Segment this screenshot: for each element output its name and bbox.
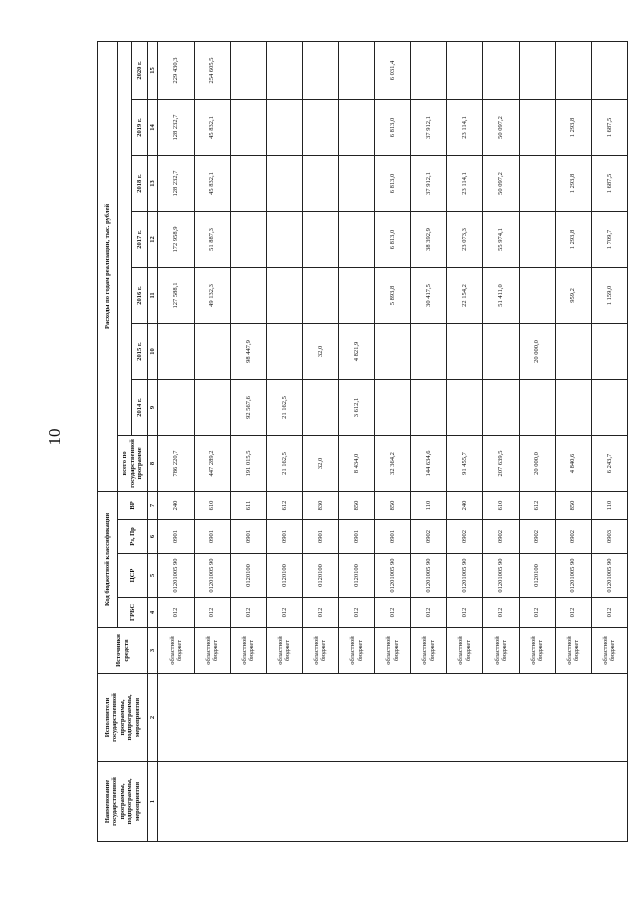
year-2015-cell bbox=[194, 323, 230, 379]
rzpr-cell: 0902 bbox=[519, 520, 555, 554]
year-2016-cell: 127 588,1 bbox=[158, 267, 194, 323]
year-2018-cell bbox=[230, 155, 266, 211]
csr-cell: 01201005 90 bbox=[194, 554, 230, 598]
source-cell: областной бюджет bbox=[194, 628, 230, 674]
csr-cell: 01201005 90 bbox=[447, 554, 483, 598]
total-cell: 32,0 bbox=[302, 435, 338, 491]
year-2015-cell bbox=[266, 323, 302, 379]
year-2014-cell bbox=[158, 379, 194, 435]
year-2017-cell: 1 709,7 bbox=[591, 211, 627, 267]
year-2020-cell bbox=[411, 41, 447, 99]
grbs-cell: 012 bbox=[158, 598, 194, 628]
total-cell: 786 220,7 bbox=[158, 435, 194, 491]
vr-cell: 610 bbox=[483, 491, 519, 519]
column-number: 4 bbox=[148, 598, 158, 628]
column-number: 11 bbox=[148, 267, 158, 323]
year-2018-cell: 37 912,1 bbox=[411, 155, 447, 211]
header-total: всего по государственной программе bbox=[118, 435, 148, 491]
csr-cell: 0120100 bbox=[339, 554, 375, 598]
year-2020-cell bbox=[266, 41, 302, 99]
column-number: 2 bbox=[148, 674, 158, 762]
year-2020-cell: 229 430,3 bbox=[158, 41, 194, 99]
header-grbs: ГРБС bbox=[118, 598, 148, 628]
year-2019-cell: 1 687,5 bbox=[591, 99, 627, 155]
year-2018-cell: 128 232,7 bbox=[158, 155, 194, 211]
year-2018-cell bbox=[266, 155, 302, 211]
column-number: 13 bbox=[148, 155, 158, 211]
year-2016-cell: 22 154,2 bbox=[447, 267, 483, 323]
rzpr-cell: 0901 bbox=[230, 520, 266, 554]
csr-cell: 01201005 90 bbox=[158, 554, 194, 598]
header-year: 2014 г. bbox=[132, 379, 148, 435]
grbs-cell: 012 bbox=[519, 598, 555, 628]
total-cell: 144 634,6 bbox=[411, 435, 447, 491]
year-2019-cell: 6 813,0 bbox=[375, 99, 411, 155]
source-cell: областной бюджет bbox=[483, 628, 519, 674]
name-cell bbox=[158, 762, 628, 842]
header-csr: ЦСР bbox=[118, 554, 148, 598]
csr-cell: 0120100 bbox=[230, 554, 266, 598]
year-2019-cell bbox=[230, 99, 266, 155]
year-2015-cell bbox=[375, 323, 411, 379]
year-2015-cell: 98 447,9 bbox=[230, 323, 266, 379]
header-year: 2019 г. bbox=[132, 99, 148, 155]
year-2016-cell: 959,2 bbox=[555, 267, 591, 323]
total-cell: 4 840,6 bbox=[555, 435, 591, 491]
csr-cell: 01201005 90 bbox=[483, 554, 519, 598]
page-number: 10 bbox=[45, 428, 64, 446]
grbs-cell: 012 bbox=[411, 598, 447, 628]
year-2015-cell bbox=[591, 323, 627, 379]
column-number: 3 bbox=[148, 628, 158, 674]
column-number: 1 bbox=[148, 762, 158, 842]
year-2019-cell: 50 097,2 bbox=[483, 99, 519, 155]
total-cell: 191 015,5 bbox=[230, 435, 266, 491]
year-2019-cell: 23 114,1 bbox=[447, 99, 483, 155]
vr-cell: 611 bbox=[230, 491, 266, 519]
vr-cell: 110 bbox=[591, 491, 627, 519]
year-2018-cell: 50 097,2 bbox=[483, 155, 519, 211]
year-2014-cell bbox=[555, 379, 591, 435]
year-2018-cell bbox=[339, 155, 375, 211]
grbs-cell: 012 bbox=[447, 598, 483, 628]
grbs-cell: 012 bbox=[339, 598, 375, 628]
year-2018-cell: 1 687,5 bbox=[591, 155, 627, 211]
year-2014-cell: 92 567,6 bbox=[230, 379, 266, 435]
csr-cell: 0120100 bbox=[302, 554, 338, 598]
grbs-cell: 012 bbox=[302, 598, 338, 628]
source-cell: областной бюджет bbox=[158, 628, 194, 674]
year-2014-cell bbox=[447, 379, 483, 435]
year-2014-cell bbox=[591, 379, 627, 435]
year-2017-cell: 23 073,3 bbox=[447, 211, 483, 267]
source-cell: областной бюджет bbox=[591, 628, 627, 674]
year-2018-cell: 45 832,1 bbox=[194, 155, 230, 211]
grbs-cell: 012 bbox=[375, 598, 411, 628]
column-number-row bbox=[148, 41, 158, 841]
year-2020-cell bbox=[302, 41, 338, 99]
year-2016-cell bbox=[230, 267, 266, 323]
total-cell: 6 243,7 bbox=[591, 435, 627, 491]
year-2020-cell bbox=[591, 41, 627, 99]
rzpr-cell: 0902 bbox=[411, 520, 447, 554]
total-cell: 32 364,2 bbox=[375, 435, 411, 491]
source-cell: областной бюджет bbox=[519, 628, 555, 674]
vr-cell: 850 bbox=[375, 491, 411, 519]
vr-cell: 612 bbox=[519, 491, 555, 519]
source-cell: областной бюджет bbox=[447, 628, 483, 674]
year-2020-cell bbox=[230, 41, 266, 99]
rzpr-cell: 0901 bbox=[375, 520, 411, 554]
rzpr-cell: 0902 bbox=[447, 520, 483, 554]
year-2017-cell: 51 887,3 bbox=[194, 211, 230, 267]
column-number: 5 bbox=[148, 554, 158, 598]
vr-cell: 830 bbox=[302, 491, 338, 519]
year-2014-cell bbox=[194, 379, 230, 435]
column-number: 7 bbox=[148, 491, 158, 519]
year-2015-cell bbox=[483, 323, 519, 379]
source-cell: областной бюджет bbox=[230, 628, 266, 674]
table-body bbox=[158, 41, 628, 841]
year-2017-cell bbox=[339, 211, 375, 267]
year-2020-cell: 254 605,5 bbox=[194, 41, 230, 99]
rzpr-cell: 0901 bbox=[266, 520, 302, 554]
year-2015-cell bbox=[555, 323, 591, 379]
column-number: 10 bbox=[148, 323, 158, 379]
rzpr-cell: 0902 bbox=[483, 520, 519, 554]
year-2017-cell: 6 813,0 bbox=[375, 211, 411, 267]
year-2016-cell: 1 159,0 bbox=[591, 267, 627, 323]
column-number: 12 bbox=[148, 211, 158, 267]
year-2018-cell bbox=[519, 155, 555, 211]
year-2019-cell: 1 293,8 bbox=[555, 99, 591, 155]
rzpr-cell: 0901 bbox=[302, 520, 338, 554]
header-year: 2016 г. bbox=[132, 267, 148, 323]
rzpr-cell: 0901 bbox=[158, 520, 194, 554]
year-2014-cell bbox=[483, 379, 519, 435]
header-expenses: Расходы по годам реализации, тыс. рублей bbox=[98, 41, 118, 491]
total-cell: 447 289,2 bbox=[194, 435, 230, 491]
year-2015-cell bbox=[447, 323, 483, 379]
source-cell: областной бюджет bbox=[555, 628, 591, 674]
year-2017-cell bbox=[302, 211, 338, 267]
header-name: Наименование государственной программы, подпрограммы, мероприятия bbox=[98, 762, 148, 842]
year-2020-cell bbox=[339, 41, 375, 99]
year-2019-cell bbox=[519, 99, 555, 155]
header-years-spacer bbox=[118, 41, 132, 435]
rzpr-cell: 0901 bbox=[339, 520, 375, 554]
header-year: 2015 г. bbox=[132, 323, 148, 379]
rotated-table-wrapper bbox=[97, 42, 628, 842]
total-cell: 91 455,7 bbox=[447, 435, 483, 491]
column-number: 6 bbox=[148, 520, 158, 554]
year-2018-cell: 23 114,1 bbox=[447, 155, 483, 211]
column-number: 14 bbox=[148, 99, 158, 155]
year-2020-cell bbox=[555, 41, 591, 99]
year-2016-cell: 30 417,5 bbox=[411, 267, 447, 323]
rzpr-cell: 0903 bbox=[591, 520, 627, 554]
source-cell: областной бюджет bbox=[375, 628, 411, 674]
header-rzpr: Рз, Пр bbox=[118, 520, 148, 554]
grbs-cell: 012 bbox=[591, 598, 627, 628]
grbs-cell: 012 bbox=[194, 598, 230, 628]
header-year: 2017 г. bbox=[132, 211, 148, 267]
year-2018-cell: 6 813,0 bbox=[375, 155, 411, 211]
year-2017-cell bbox=[519, 211, 555, 267]
year-2019-cell: 37 912,1 bbox=[411, 99, 447, 155]
year-2016-cell bbox=[339, 267, 375, 323]
vr-cell: 850 bbox=[339, 491, 375, 519]
executor-cell bbox=[158, 674, 628, 762]
vr-cell: 850 bbox=[555, 491, 591, 519]
year-2020-cell bbox=[519, 41, 555, 99]
column-number: 8 bbox=[148, 435, 158, 491]
year-2015-cell: 32,0 bbox=[302, 323, 338, 379]
year-2014-cell bbox=[519, 379, 555, 435]
year-2014-cell bbox=[375, 379, 411, 435]
year-2016-cell: 5 893,8 bbox=[375, 267, 411, 323]
year-2017-cell: 55 974,1 bbox=[483, 211, 519, 267]
csr-cell: 01201005 90 bbox=[411, 554, 447, 598]
year-2016-cell bbox=[519, 267, 555, 323]
column-number: 15 bbox=[148, 41, 158, 99]
rzpr-cell: 0901 bbox=[194, 520, 230, 554]
source-cell: областной бюджет bbox=[302, 628, 338, 674]
header-vr: ВР bbox=[118, 491, 148, 519]
column-number: 9 bbox=[148, 379, 158, 435]
header-source: Источники средств bbox=[98, 628, 148, 674]
year-2016-cell: 49 132,3 bbox=[194, 267, 230, 323]
year-2019-cell: 45 832,1 bbox=[194, 99, 230, 155]
budget-table bbox=[97, 41, 628, 842]
source-cell: областной бюджет bbox=[339, 628, 375, 674]
year-2017-cell bbox=[230, 211, 266, 267]
header-budget-code: Код бюджетной классификации bbox=[98, 491, 118, 627]
grbs-cell: 012 bbox=[555, 598, 591, 628]
year-2015-cell: 20 000,0 bbox=[519, 323, 555, 379]
year-2018-cell bbox=[302, 155, 338, 211]
year-2020-cell bbox=[483, 41, 519, 99]
total-cell: 21 162,5 bbox=[266, 435, 302, 491]
table-row bbox=[158, 41, 194, 841]
year-2020-cell bbox=[447, 41, 483, 99]
total-cell: 8 434,0 bbox=[339, 435, 375, 491]
year-2017-cell: 1 293,8 bbox=[555, 211, 591, 267]
csr-cell: 0120100 bbox=[519, 554, 555, 598]
year-2015-cell: 4 821,9 bbox=[339, 323, 375, 379]
year-2014-cell bbox=[302, 379, 338, 435]
header-year: 2020 г. bbox=[132, 41, 148, 99]
header-executor: Исполнители государственной программы, подпрограммы, мероприятия bbox=[98, 674, 148, 762]
year-2015-cell bbox=[158, 323, 194, 379]
year-2017-cell: 38 392,9 bbox=[411, 211, 447, 267]
year-2014-cell: 21 162,5 bbox=[266, 379, 302, 435]
year-2019-cell: 128 232,7 bbox=[158, 99, 194, 155]
rzpr-cell: 0902 bbox=[555, 520, 591, 554]
grbs-cell: 012 bbox=[266, 598, 302, 628]
year-2019-cell bbox=[266, 99, 302, 155]
year-2020-cell: 6 031,4 bbox=[375, 41, 411, 99]
vr-cell: 612 bbox=[266, 491, 302, 519]
vr-cell: 110 bbox=[411, 491, 447, 519]
year-2014-cell bbox=[411, 379, 447, 435]
year-2016-cell: 51 411,0 bbox=[483, 267, 519, 323]
year-2014-cell: 3 612,1 bbox=[339, 379, 375, 435]
source-cell: областной бюджет bbox=[411, 628, 447, 674]
year-2019-cell bbox=[302, 99, 338, 155]
csr-cell: 01201005 90 bbox=[591, 554, 627, 598]
csr-cell: 01201005 90 bbox=[375, 554, 411, 598]
vr-cell: 240 bbox=[447, 491, 483, 519]
year-2017-cell: 172 958,9 bbox=[158, 211, 194, 267]
year-2019-cell bbox=[339, 99, 375, 155]
grbs-cell: 012 bbox=[230, 598, 266, 628]
csr-cell: 01201005 90 bbox=[555, 554, 591, 598]
header-year: 2018 г. bbox=[132, 155, 148, 211]
source-cell: областной бюджет bbox=[266, 628, 302, 674]
total-cell: 207 639,5 bbox=[483, 435, 519, 491]
year-2015-cell bbox=[411, 323, 447, 379]
year-2016-cell bbox=[302, 267, 338, 323]
csr-cell: 0120100 bbox=[266, 554, 302, 598]
grbs-cell: 012 bbox=[483, 598, 519, 628]
total-cell: 20 000,0 bbox=[519, 435, 555, 491]
year-2016-cell bbox=[266, 267, 302, 323]
vr-cell: 610 bbox=[194, 491, 230, 519]
year-2017-cell bbox=[266, 211, 302, 267]
year-2018-cell: 1 293,8 bbox=[555, 155, 591, 211]
vr-cell: 240 bbox=[158, 491, 194, 519]
